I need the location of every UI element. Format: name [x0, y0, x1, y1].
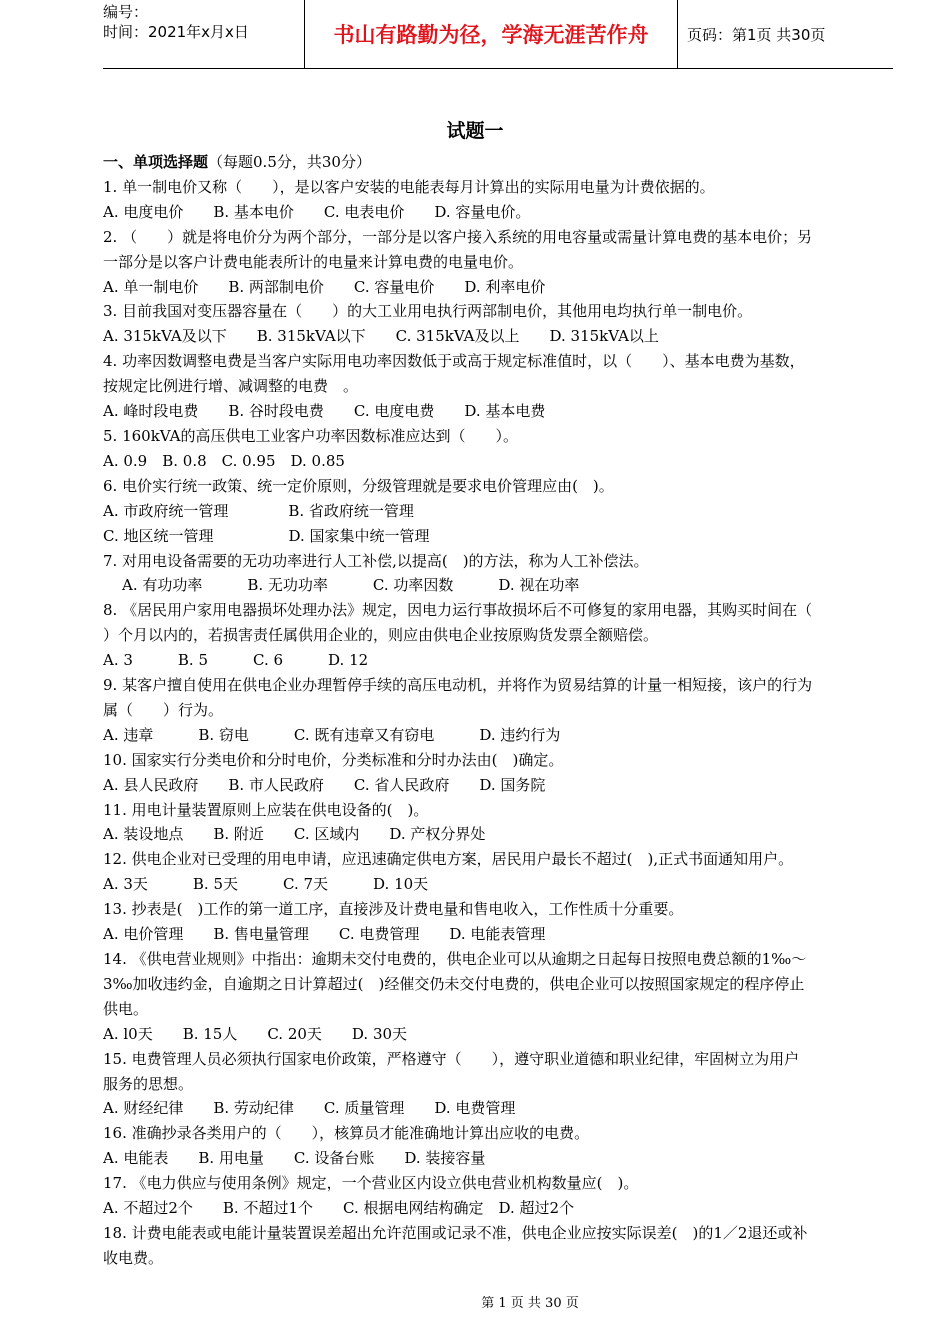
question-line: 供电。: [103, 999, 149, 1018]
question-line: 收电费。: [103, 1248, 164, 1267]
question-line: 9. 某客户擅自使用在供电企业办理暂停手续的高压电动机，并将作为贸易结算的计量一相短接，该户的行为: [103, 676, 813, 695]
section-title: 一、单项选择题: [103, 153, 209, 171]
question-line: ）个月以内的，若损害责任属供用企业的，则应由供电企业按原购货发票全额赔偿。: [103, 626, 659, 645]
question-line: 5. 160kVA的高压供电工业客户功率因数标准应达到（ ）。: [103, 426, 518, 445]
question-line: 18. 计费电能表或电能计量装置误差超出允许范围或记录不准，供电企业应按实际误差( )的1／2退还或补: [103, 1223, 808, 1242]
number-label: 编号：: [103, 3, 149, 21]
question-line: 7. 对用电设备需要的无功功率进行人工补偿,以提高( )的方法，称为人工补偿法。: [103, 551, 649, 570]
question-line: 17. 《电力供应与使用条例》规定，一个营业区内设立供电营业机构数量应( )。: [103, 1174, 639, 1193]
question-line: A. 3 B. 5 C. 6 D. 12: [103, 651, 369, 670]
question-line: 服务的思想。: [103, 1074, 194, 1093]
page-header: [103, 0, 893, 69]
question-line: 16. 准确抄录各类用户的（ ），核算员才能准确地计算出应收的电费。: [103, 1124, 590, 1143]
question-line: 一部分是以客户计费电能表所计的电量来计算电费的电量电价。: [103, 252, 524, 271]
question-line: A. 财经纪律 B. 劳动纪律 C. 质量管理 D. 电费管理: [103, 1099, 516, 1118]
question-line: 11. 用电计量装置原则上应装在供电设备的( )。: [103, 800, 429, 819]
question-line: A. 不超过2个 B. 不超过1个 C. 根据电网结构确定 D. 超过2个: [103, 1199, 575, 1218]
question-line: 属（ ）行为。: [103, 700, 224, 719]
question-line: A. 电能表 B. 用电量 C. 设备台账 D. 装接容量: [103, 1149, 486, 1168]
question-line: 2. （ ）就是将电价分为两个部分，一部分是以客户接入系统的用电容量或需量计算电费的基本电价；另: [103, 227, 813, 246]
exam-content: [103, 150, 893, 1271]
question-line: C. 地区统一管理 D. 国家集中统一管理: [103, 526, 430, 545]
question-line: 12. 供电企业对已受理的用电申请，应迅速确定供电方案，居民用户最长不超过( ),正式书面通知用户。: [103, 850, 794, 869]
question-line: 按规定比例进行增、减调整的电费 。: [103, 377, 359, 396]
question-line: 15. 电费管理人员必须执行国家电价政策，严格遵守（ ），遵守职业道德和职业纪律，牢固树立为用户: [103, 1049, 800, 1068]
question-line: 3‰加收违约金，自逾期之日计算超过( )经催交仍未交付电费的，供电企业可以按照国家规定的程序停止: [103, 974, 805, 993]
question-line: A. 3天 B. 5天 C. 7天 D. 10天: [103, 875, 429, 894]
question-line: A. 单一制电价 B. 两部制电价 C. 容量电价 D. 利率电价: [103, 277, 546, 296]
question-line: A. 电度电价 B. 基本电价 C. 电表电价 D. 容量电价。: [103, 202, 531, 221]
header-page-label: 页码：第1页 共30页: [687, 26, 826, 44]
page-footer: 第 1 页 共 30 页: [481, 1296, 579, 1311]
question-line: 10. 国家实行分类电价和分时电价，分类标准和分时办法由( )确定。: [103, 750, 564, 769]
question-line: A. 电价管理 B. 售电量管理 C. 电费管理 D. 电能表管理: [103, 925, 546, 944]
question-line: A. 有功功率 B. 无功功率 C. 功率因数 D. 视在功率: [122, 576, 580, 595]
question-line: 14. 《供电营业规则》中指出：逾期未交付电费的，供电企业可以从逾期之日起每日按照电费总额的1‰～: [103, 950, 807, 968]
question-line: A. 315kVA及以下 B. 315kVA以下 C. 315kVA及以上 D. 315kVA以上: [103, 327, 659, 346]
section-heading: [103, 150, 893, 175]
question-line: A. 市政府统一管理 B. 省政府统一管理: [103, 501, 414, 520]
question-line: A. 违章 B. 窃电 C. 既有违章又有窃电 D. 违约行为: [103, 725, 561, 744]
question-line: A. 县人民政府 B. 市人民政府 C. 省人民政府 D. 国务院: [103, 775, 546, 794]
question-line: 1. 单一制电价又称（ ），是以客户安装的电能表每月计算出的实际用电量为计费依据的。: [103, 177, 715, 196]
question-line: A. 峰时段电费 B. 谷时段电费 C. 电度电费 D. 基本电费: [103, 402, 546, 421]
question-line: A. 装设地点 B. 附近 C. 区域内 D. 产权分界处: [103, 825, 486, 844]
header-left: [103, 2, 301, 66]
section-note: （每题0.5分，共30分）: [208, 153, 371, 171]
question-line: 8. 《居民用户家用电器损坏处理办法》规定，因电力运行事故损坏后不可修复的家用电器，其购买时间在（: [103, 601, 813, 620]
time-label: 时间：2021年x月x日: [103, 23, 249, 41]
question-line: A. 0.9 B. 0.8 C. 0.95 D. 0.85: [103, 451, 345, 470]
question-line: 4. 功率因数调整电费是当客户实际用电功率因数低于或高于规定标准值时，以（ ）、基本电费为基数，: [103, 352, 805, 371]
question-lines: [103, 175, 893, 1271]
question-line: A. l0天 B. 15人 C. 20天 D. 30天: [103, 1024, 408, 1043]
question-line: 13. 抄表是( )工作的第一道工序，直接涉及计费电量和售电收入，工作性质十分重要。: [103, 900, 684, 919]
question-line: 6. 电价实行统一政策、统一定价原则，分级管理就是要求电价管理应由( )。: [103, 476, 614, 495]
document-title: 试题一: [446, 120, 504, 142]
question-line: 3. 目前我国对变压器容量在（ ）的大工业用电执行两部制电价，其他用电均执行单一制电价。: [103, 302, 753, 321]
header-motto: 书山有路勤为径，学海无涯苦作舟: [304, 0, 678, 68]
